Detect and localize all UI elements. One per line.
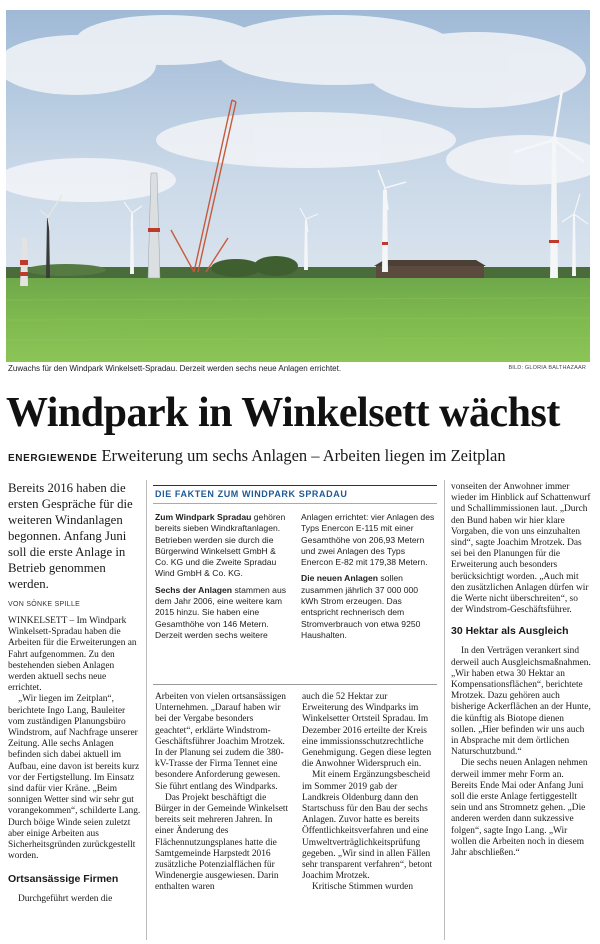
article-headline: Windpark in Winkelsett wächst <box>6 390 560 436</box>
column-2 <box>155 692 289 894</box>
paragraph: vonseiten der Anwohner immer wieder im Hinblick auf Schattenwurf und Schallimmissionen laut. „Durch den Bund haben wir hier klare Vorgaben, die von uns einzuhalten sind“, sagte Joachim Mrotzek. Das sei bei den Planungen für die Erweiterung auch besonders berücksichtigt worden. „Auch mit den zusätzlichen Anlagen dürfen wir die Werte nicht überschreiten“, so der Windstrom-Geschäftsführer. <box>451 482 591 616</box>
paragraph: Das Projekt beschäftigt die Bürger in der Gemeinde Winkelsett bereits seit mehreren Jahren. In einer Änderung des Flächennutzungsplanes hatte die Samtgemeinde Harpstedt 2016 zusätzliche Potenzialflächen für Windenergie ausgewiesen. Darin enthalten waren <box>155 792 289 893</box>
fact-text: Anlagen errichtet: vier Anlagen des Typs Enercon E-115 mit einer Gesamthöhe von 206,93 Metern und zwei Anlagen des Typs Enercon E-82 mit 179,38 Metern. <box>301 512 435 568</box>
subheading: Ortsansässige Firmen <box>8 873 119 886</box>
fact-text: sollen zusammen jährlich 37 000 000 kWh Strom erzeugen. Das entspricht rechnerisch dem Stromverbrauch von etwa 9250 Haushalten. <box>301 573 421 640</box>
paragraph: „Wir liegen im Zeitplan“, berichtete Ingo Lang, Bauleiter vom zuständigen Planungsbüro Windstrom, auf Nachfrage unserer Zeitung. Alle sechs Anlagen befinden sich dabei aktuell im Aufbau, eine davon ist bereits kurz vor der Fertigstellung. Im Einsatz sind dafür vier Kräne. „Beim sonnigen Wetter sind wir sehr gut vorangekommen“, schilderte Lang. Durch böige Winde seien zuletzt aber einige Arbeiten aus Sicherheitsgründen zurückgestellt worden. <box>8 694 141 862</box>
fact-bold: Die neuen Anlagen <box>301 573 379 584</box>
paragraph: WINKELSETT – Im Windpark Winkelsett-Spradau haben die Arbeiten für die Erweiterungen an Fahrt aufgenommen. Zu den bestehenden sieben Anlagen werden aktuell sechs neue errichtet. <box>8 616 137 694</box>
article-intro: Bereits 2016 haben die ersten Gespräche für die weiteren Windanlagen begonnen. Anfang Juni soll die erste Anlage in Betrieb genommen werden. <box>8 481 133 591</box>
subheading: 30 Hektar als Ausgleich <box>451 625 569 638</box>
fact-text: gehören bereits sieben Windkraftanlagen. Betrieben werden sie durch die Bürgerwind Winkelsett GmbH & Co. KG und die Zweite Spradau Wind GmbH & Co. KG. <box>155 512 286 579</box>
byline: VON SÖNKE SPILLE <box>8 601 81 608</box>
wind-farm-photo <box>6 10 590 362</box>
paragraph: Mit einem Ergänzungsbescheid im Sommer 2019 gab der Landkreis Oldenburg dann den Startschuss für den Bau der sechs Anlagen. Zuvor hatte es bereits Öffentlichkeitsverfahren und eine Umweltverträglichkeitsprüfung gegeben. „Wir sind in allen Fällen sehr transparent verfahren“, betont Joachim Mrotzek. <box>302 770 433 882</box>
photo-credit: BILD: GLORIA BALTHAZAAR <box>508 365 586 371</box>
fact-text: stammen aus dem Jahr 2006, eine weitere kam 2015 hinzu. Sie haben eine Gesamthöhe von 146 Metern. Derzeit werden sechs weitere <box>155 584 287 640</box>
column-divider <box>444 480 445 940</box>
caption-text: Zuwachs für den Windpark Winkelsett-Spradau. Derzeit werden sechs neue Anlagen errichtet. <box>8 364 342 373</box>
paragraph: auch die 52 Hektar zur Erweiterung des Windparks im Winkelsetter Ortsteil Spradau. Im Dezember 2016 erteilte der Kreis eine immissionsschutzrechtliche Genehmigung. Gegen diese legten die Anwohner Widerspruch ein. <box>302 692 432 770</box>
paragraph: In den Verträgen verankert sind derweil auch Ausgleichsmaßnahmen. „Wir haben etwa 30 Hektar an Kompensationsflächen“, berichtete Mrotzek. Dazu gehören auch bisherige Ackerflächen an der Hunte, die künftig als Biotope dienen sollen. „Hier befinden wir uns auch in Absprache mit dem örtlichen Naturschutzbund.“ <box>451 646 591 758</box>
photo-caption <box>8 364 588 373</box>
paragraph: Arbeiten von vielen ortsansässigen Unternehmen. „Darauf haben wir bei der Vergabe besonders geachtet“, erklärte Windstrom-Geschäftsführer Joachim Mrotzek. In der Planung sei zudem die 380-kV-Trasse der Firma Tennet eine besondere Anforderung gewesen. Sie führt entlang des Windparks. <box>155 692 286 792</box>
fact-box <box>153 485 437 685</box>
fact-bold: Sechs der Anlagen <box>155 584 233 595</box>
fact-bold: Zum Windpark Spradau <box>155 512 252 522</box>
subline-text: Erweiterung um sechs Anlagen – Arbeiten liegen im Zeitplan <box>101 446 506 465</box>
barn <box>374 260 486 278</box>
fact-box-column-left <box>155 512 289 646</box>
fact-box-title: DIE FAKTEN ZUM WINDPARK SPRADAU <box>153 486 437 504</box>
paragraph: Die sechs neuen Anlagen nehmen derweil immer mehr Form an. Bereits Ende Mai oder Anfang Juni soll die erste Anlage fertiggestellt sein und ans Stromnetz gehen. „Die anderen werden dann sukzessive folgen“, sagte Ingo Lang. „Wir wollen die Arbeiten noch in diesem Jahr abschließen.“ <box>451 758 588 859</box>
kicker: ENERGIEWENDE <box>8 453 98 464</box>
paragraph: Durchgeführt werden die <box>18 894 113 905</box>
column-1 <box>8 616 142 906</box>
paragraph: Kritische Stimmen wurden <box>312 882 414 893</box>
column-4 <box>451 482 591 859</box>
column-3 <box>302 692 436 894</box>
column-divider <box>146 480 147 940</box>
article-subline <box>8 446 598 466</box>
article-photo <box>6 10 590 362</box>
fact-box-column-right <box>301 512 435 646</box>
